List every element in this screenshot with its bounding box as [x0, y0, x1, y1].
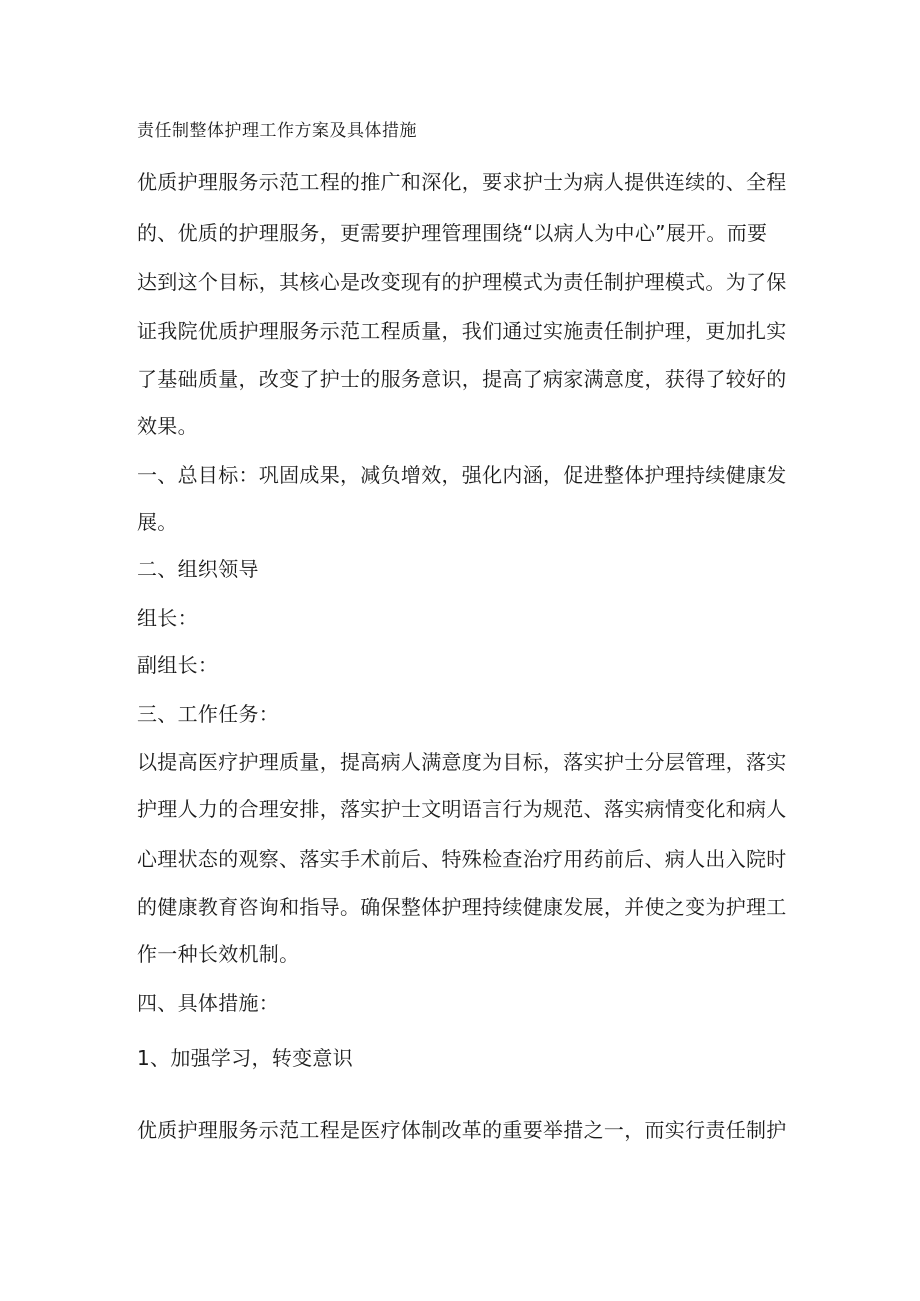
intro-line-4: 证我院优质护理服务示范工程质量，我们通过实施责任制护理，更加扎实: [137, 319, 787, 343]
section3-line-3: 心理状态的观察、落实手术前后、特殊检查治疗用药前后、病人出入院时: [137, 847, 787, 871]
subsection1-heading: 1、加强学习，转变意识: [137, 1046, 354, 1070]
document-title: 责任制整体护理工作方案及具体措施: [137, 121, 417, 141]
deputy-leader-label: 副组长：: [137, 653, 219, 677]
section3-line-1: 以提高医疗护理质量，提高病人满意度为目标，落实护士分层管理，落实: [137, 750, 787, 774]
intro-line-3: 达到这个目标，其核心是改变现有的护理模式为责任制护理模式。为了保: [137, 270, 787, 294]
section3-heading: 三、工作任务：: [137, 702, 280, 726]
subsection1-line-1: 优质护理服务示范工程是医疗体制改革的重要举措之一，而实行责任制护: [137, 1118, 787, 1142]
section1-line-1: 一、总目标：巩固成果，减负增效，强化内涵，促进整体护理持续健康发: [137, 463, 787, 487]
section2-heading: 二、组织领导: [137, 557, 259, 581]
section1-line-2: 展。: [137, 510, 178, 534]
intro-line-1: 优质护理服务示范工程的推广和深化，要求护士为病人提供连续的、全程: [137, 170, 787, 194]
intro-line-2: 的、优质的护理服务，更需要护理管理围绕“以病人为中心”展开。而要: [137, 221, 768, 245]
leader-label: 组长：: [137, 606, 198, 630]
intro-line-6: 效果。: [137, 414, 198, 438]
section3-line-5: 作一种长效机制。: [137, 942, 300, 966]
section3-line-4: 的健康教育咨询和指导。确保整体护理持续健康发展，并使之变为护理工: [137, 895, 787, 919]
section3-line-2: 护理人力的合理安排，落实护士文明语言行为规范、落实病情变化和病人: [137, 797, 787, 821]
section4-heading: 四、具体措施：: [137, 991, 280, 1015]
intro-line-5: 了基础质量，改变了护士的服务意识，提高了病家满意度，获得了较好的: [137, 367, 787, 391]
